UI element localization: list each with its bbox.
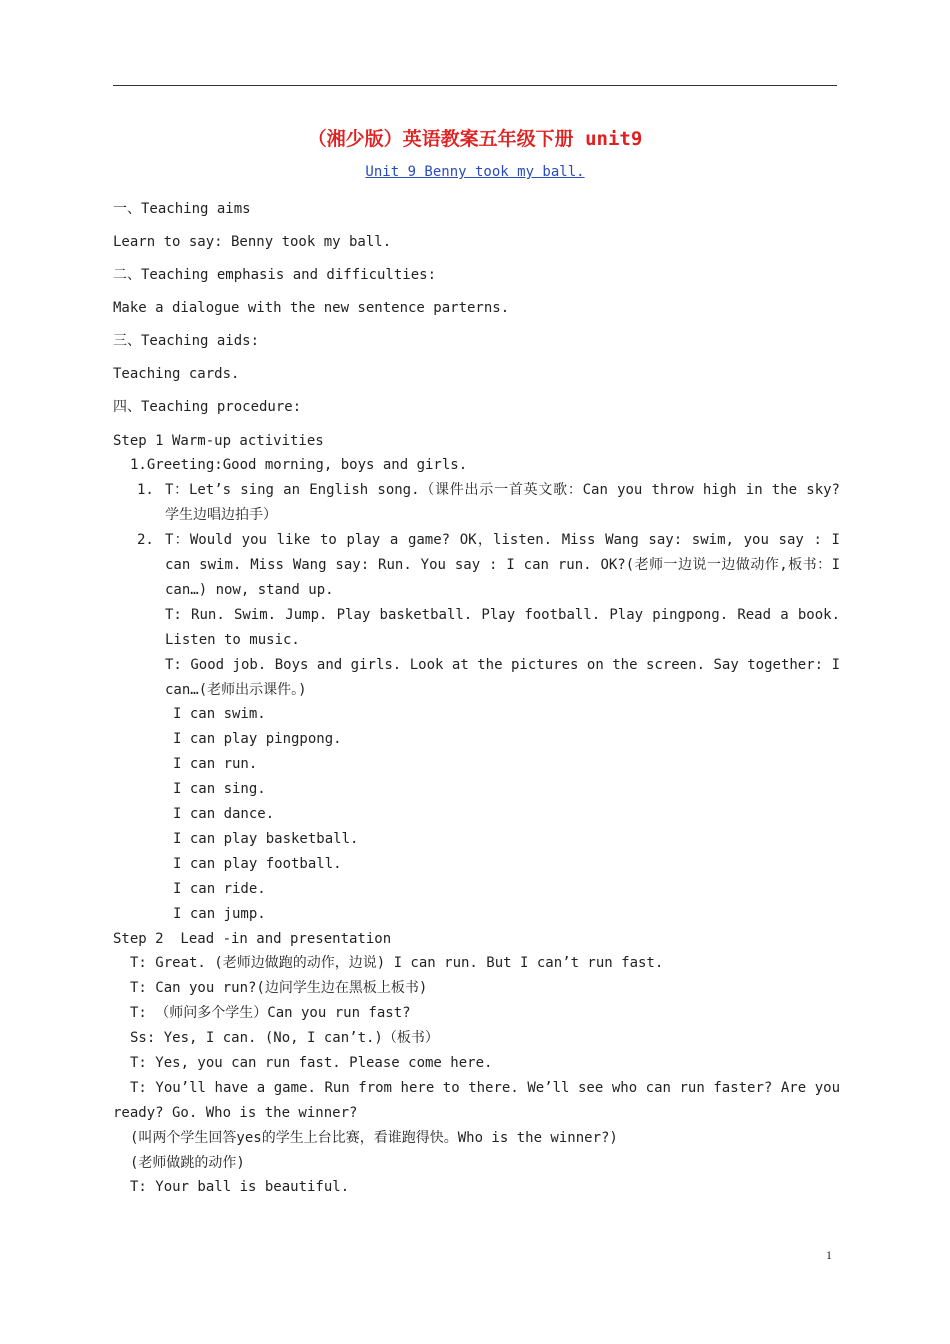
can-list-item: I can play basketball. <box>173 830 359 847</box>
page-number: 1 <box>826 1248 832 1262</box>
step-heading: Step 1 Warm-up activities <box>113 432 324 449</box>
section-text: Make a dialogue with the new sentence parterns. <box>113 300 510 317</box>
can-list-item: I can ride. <box>173 880 266 897</box>
list-item-text: T: Run. Swim. Jump. Play basketball. Play football. Play pingpong. Read a book. Listen to music. <box>165 606 840 648</box>
dialogue-line: T: Great. (老师边做跑的动作，边说) I can run. But I can’t run fast. <box>130 955 664 972</box>
section-text: Teaching cards. <box>113 366 240 383</box>
dialogue-line: (叫两个学生回答yes的学生上台比赛，看谁跑得快。Who is the winner?) <box>130 1129 618 1146</box>
dialogue-line: T: Your ball is beautiful. <box>130 1179 350 1196</box>
document-title: （湘少版）英语教案五年级下册 unit9 <box>307 128 643 150</box>
section-heading: 四、Teaching procedure: <box>113 399 302 416</box>
dialogue-line: T: You’ll have a game. Run from here to there. We’ll see who can run faster? Are you ready? Go. Who is the winner? <box>113 1079 840 1121</box>
can-list-item: I can swim. <box>173 706 266 723</box>
step-heading: Step 2 Lead -in and presentation <box>113 930 392 947</box>
document-body <box>113 197 840 1200</box>
can-list-item: I can jump. <box>173 905 266 922</box>
list-item <box>113 478 840 528</box>
greeting-line: 1.Greeting:Good morning, boys and girls. <box>130 457 468 474</box>
list-item-text: T：Let’s sing an English song.（课件出示一首英文歌：Can you throw high in the sky? 学生边唱边拍手） <box>165 482 840 524</box>
dialogue-line: T: （师问多个学生）Can you run fast? <box>130 1005 411 1022</box>
list-item <box>113 528 840 702</box>
section-heading: 三、Teaching aids: <box>113 333 260 350</box>
section-heading: 二、Teaching emphasis and difficulties: <box>113 267 437 284</box>
list-number: 2. <box>137 532 154 549</box>
dialogue-line: T: Yes, you can run fast. Please come here. <box>130 1054 493 1071</box>
dialogue-line: Ss: Yes, I can. (No, I can’t.)（板书） <box>130 1030 439 1047</box>
can-list-item: I can sing. <box>173 781 266 798</box>
can-list-item: I can run. <box>173 756 258 773</box>
list-number: 1. <box>137 482 154 499</box>
list-item-text: T: Good job. Boys and girls. Look at the pictures on the screen. Say together: I can…(老师出示课件。) <box>165 656 840 698</box>
list-item-text: T：Would you like to play a game? OK，listen. Miss Wang say: swim, you say : I can swim. Miss Wang say: Run. You say : I can run. OK?(老师一边说一边做动作,板书：I can…) now, stand up. <box>165 532 840 598</box>
can-list-item: I can dance. <box>173 806 275 823</box>
section-text: Learn to say: Benny took my ball. <box>113 234 392 251</box>
unit-subtitle-link[interactable]: Unit 9 Benny took my ball. <box>365 164 585 180</box>
dialogue-line: (老师做跳的动作) <box>130 1154 245 1171</box>
section-heading: 一、Teaching aims <box>113 201 251 217</box>
can-list-item: I can play football. <box>173 855 342 872</box>
header-rule <box>113 85 837 86</box>
can-list-item: I can play pingpong. <box>173 731 342 748</box>
dialogue-line: T: Can you run?(边问学生边在黑板上板书) <box>130 980 428 997</box>
